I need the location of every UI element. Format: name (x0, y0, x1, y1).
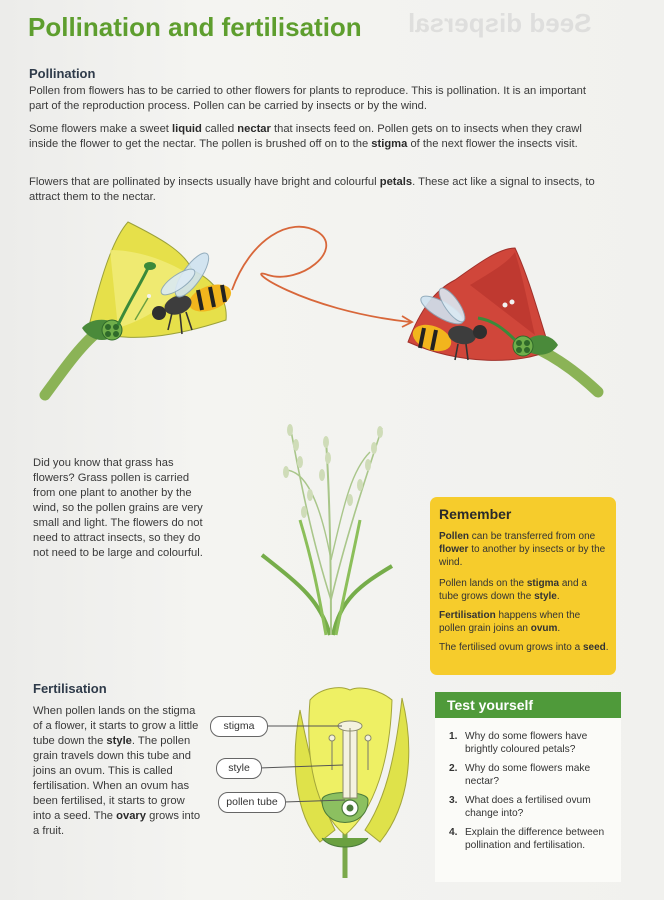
grass-illustration (262, 424, 392, 635)
remember-title: Remember (439, 506, 512, 522)
test-yourself-title: Test yourself (447, 697, 534, 713)
flower-cross-section (256, 688, 409, 878)
grass-paragraph: Did you know that grass has flowers? Grass pollen is carried from one plant to another by the wind, so the pollen grains are very small and light. The flowers do not need to attract insects, so they do not need to be large and colourful. (33, 457, 203, 559)
page-title: Pollination and fertilisation (28, 12, 362, 42)
question-2: 2. Why do some flowers make nectar? (449, 763, 591, 787)
question-4: 4. Explain the difference between pollination and fertilisation. (449, 827, 605, 851)
remember-item-3: Fertilisation happens when the pollen grain joins an ovum. (439, 610, 581, 634)
flight-path-arrow (232, 227, 410, 322)
label-style: style (216, 758, 262, 779)
pollination-heading: Pollination (29, 66, 96, 81)
fertilisation-heading: Fertilisation (33, 681, 107, 696)
remember-item-1: Pollen can be transferred from one flower to another by insects or by the wind. (439, 531, 606, 568)
pollination-paragraph-1: Pollen from flowers has to be carried to other flowers for plants to reproduce. This is pollination. It is an important part of the reproduction process. Pollen can be carried by insects or by the wind. (29, 85, 586, 112)
show-through-heading: Seed dispersal (408, 8, 592, 38)
question-3: 3. What does a fertilised ovum change into? (449, 795, 591, 819)
remember-item-2: Pollen lands on the stigma and a tube grows down the style. (439, 578, 587, 602)
fertilisation-paragraph: When pollen lands on the stigma of a flower, it starts to grow a little tube down the style. The pollen grain travels down this tube and joins an ovum. This is called fertilisation. When an ovum has been fertilised, it starts to grow into a seed. The ovary grows into a fruit. (33, 705, 201, 837)
pollination-paragraph-3: Flowers that are pollinated by insects usually have bright and colourful petals. These act like a signal to insects, to attract them to the nectar. (29, 176, 595, 203)
label-pollen-tube: pollen tube (218, 792, 286, 813)
remember-box (430, 497, 616, 675)
test-yourself-box (435, 692, 621, 882)
red-flower (408, 248, 598, 392)
remember-item-4: The fertilised ovum grows into a seed. (439, 642, 609, 653)
pollination-paragraph-2: Some flowers make a sweet liquid called nectar that insects feed on. Pollen gets on to insects when they crawl inside the flower to get the nectar. The pollen is brushed off on to the stigma of the next flower the insects visit. (29, 123, 582, 150)
label-stigma: stigma (210, 716, 268, 737)
question-1: 1. Why do some flowers have brightly coloured petals? (449, 731, 588, 755)
